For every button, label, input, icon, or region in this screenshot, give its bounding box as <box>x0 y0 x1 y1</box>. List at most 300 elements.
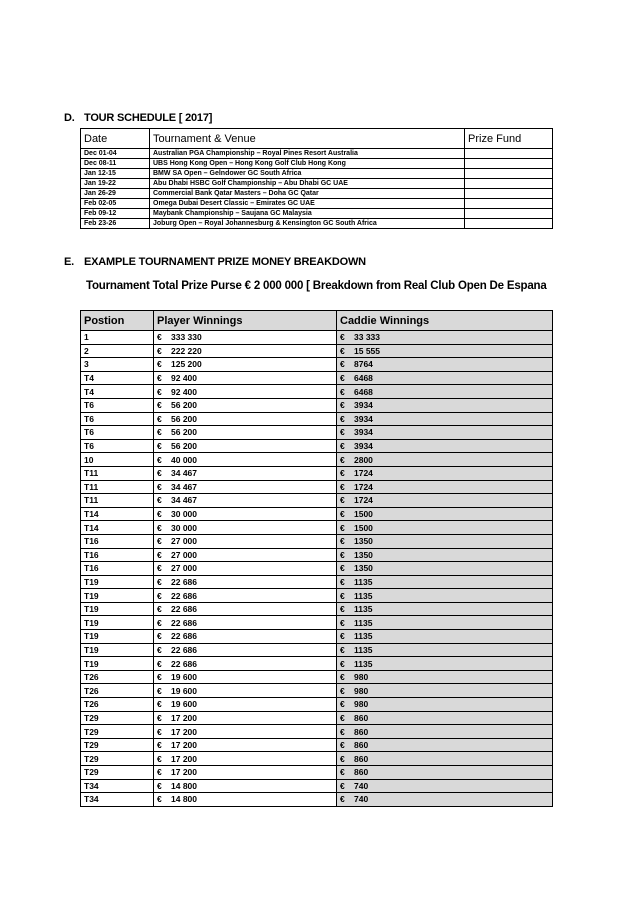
schedule-prize-fund-cell <box>465 199 553 209</box>
caddie-winnings-cell <box>337 766 553 780</box>
player-winnings-value: 34 467 <box>171 468 197 479</box>
schedule-header-row <box>81 129 553 149</box>
player-winnings-value: 27 000 <box>171 536 197 547</box>
schedule-tournament-cell: Abu Dhabi HSBC Golf Championship – Abu Dhabi GC UAE <box>150 179 465 189</box>
caddie-winnings-cell <box>337 480 553 494</box>
currency-symbol: € <box>157 373 162 384</box>
section-e-heading <box>64 256 366 268</box>
player-winnings-value: 92 400 <box>171 386 197 397</box>
position-cell: 3 <box>81 358 154 372</box>
currency-symbol: € <box>340 427 345 438</box>
caddie-winnings-cell <box>337 793 553 807</box>
player-winnings-cell <box>154 521 337 535</box>
player-winnings-cell <box>154 480 337 494</box>
currency-symbol: € <box>157 495 162 506</box>
prize-header-row <box>81 311 553 331</box>
position-cell: T4 <box>81 385 154 399</box>
position-cell: T6 <box>81 412 154 426</box>
prize-row <box>81 331 553 345</box>
caddie-winnings-value: 980 <box>354 685 369 696</box>
currency-symbol: € <box>157 753 162 764</box>
caddie-winnings-value: 8764 <box>354 359 373 370</box>
currency-symbol: € <box>157 644 162 655</box>
currency-symbol: € <box>340 359 345 370</box>
caddie-winnings-value: 1135 <box>354 604 373 615</box>
caddie-winnings-value: 1135 <box>354 658 373 669</box>
caddie-winnings-value: 3934 <box>354 441 373 452</box>
prize-row <box>81 534 553 548</box>
position-cell: T19 <box>81 589 154 603</box>
currency-symbol: € <box>157 712 162 723</box>
prize-header-caddie: Caddie Winnings <box>337 311 553 331</box>
caddie-winnings-cell <box>337 453 553 467</box>
position-cell: T6 <box>81 439 154 453</box>
schedule-prize-fund-cell <box>465 159 553 169</box>
prize-row <box>81 643 553 657</box>
schedule-header-prize-fund: Prize Fund <box>465 129 553 149</box>
caddie-winnings-cell <box>337 725 553 739</box>
caddie-winnings-value: 860 <box>354 726 369 737</box>
caddie-winnings-cell <box>337 331 553 345</box>
position-cell: 10 <box>81 453 154 467</box>
currency-symbol: € <box>340 563 345 574</box>
prize-row <box>81 575 553 589</box>
schedule-row <box>81 189 553 199</box>
player-winnings-cell <box>154 562 337 576</box>
currency-symbol: € <box>340 685 345 696</box>
player-winnings-value: 22 686 <box>171 590 197 601</box>
player-winnings-value: 22 686 <box>171 644 197 655</box>
player-winnings-cell <box>154 711 337 725</box>
currency-symbol: € <box>340 590 345 601</box>
currency-symbol: € <box>157 468 162 479</box>
schedule-row <box>81 219 553 229</box>
caddie-winnings-cell <box>337 562 553 576</box>
prize-header-player: Player Winnings <box>154 311 337 331</box>
caddie-winnings-value: 860 <box>354 712 369 723</box>
caddie-winnings-cell <box>337 466 553 480</box>
player-winnings-value: 333 330 <box>171 332 202 343</box>
position-cell: T34 <box>81 793 154 807</box>
player-winnings-value: 22 686 <box>171 576 197 587</box>
position-cell: T29 <box>81 738 154 752</box>
schedule-header-date: Date <box>81 129 150 149</box>
player-winnings-value: 19 600 <box>171 672 197 683</box>
caddie-winnings-cell <box>337 439 553 453</box>
schedule-tournament-cell: UBS Hong Kong Open – Hong Kong Golf Club Hong Kong <box>150 159 465 169</box>
player-winnings-cell <box>154 602 337 616</box>
prize-row <box>81 684 553 698</box>
currency-symbol: € <box>157 413 162 424</box>
caddie-winnings-cell <box>337 657 553 671</box>
position-cell: T29 <box>81 711 154 725</box>
currency-symbol: € <box>157 386 162 397</box>
prize-row <box>81 670 553 684</box>
player-winnings-cell <box>154 793 337 807</box>
player-winnings-cell <box>154 466 337 480</box>
player-winnings-cell <box>154 385 337 399</box>
caddie-winnings-value: 33 333 <box>354 332 380 343</box>
currency-symbol: € <box>157 481 162 492</box>
currency-symbol: € <box>340 509 345 520</box>
schedule-row <box>81 199 553 209</box>
position-cell: T11 <box>81 466 154 480</box>
player-winnings-value: 22 686 <box>171 631 197 642</box>
caddie-winnings-cell <box>337 738 553 752</box>
currency-symbol: € <box>157 522 162 533</box>
caddie-winnings-value: 1724 <box>354 481 373 492</box>
position-cell: T26 <box>81 670 154 684</box>
currency-symbol: € <box>157 740 162 751</box>
player-winnings-cell <box>154 779 337 793</box>
player-winnings-cell <box>154 344 337 358</box>
prize-row <box>81 725 553 739</box>
schedule-prize-fund-cell <box>465 149 553 159</box>
player-winnings-value: 56 200 <box>171 413 197 424</box>
caddie-winnings-cell <box>337 616 553 630</box>
currency-symbol: € <box>340 413 345 424</box>
currency-symbol: € <box>340 345 345 356</box>
caddie-winnings-cell <box>337 398 553 412</box>
prize-row <box>81 766 553 780</box>
prize-row <box>81 698 553 712</box>
position-cell: T4 <box>81 371 154 385</box>
position-cell: T19 <box>81 657 154 671</box>
caddie-winnings-value: 1724 <box>354 495 373 506</box>
caddie-winnings-cell <box>337 684 553 698</box>
currency-symbol: € <box>340 767 345 778</box>
section-e-title: EXAMPLE TOURNAMENT PRIZE MONEY BREAKDOWN <box>84 256 366 268</box>
player-winnings-cell <box>154 548 337 562</box>
player-winnings-value: 27 000 <box>171 563 197 574</box>
position-cell: T14 <box>81 521 154 535</box>
player-winnings-cell <box>154 426 337 440</box>
caddie-winnings-value: 1135 <box>354 576 373 587</box>
position-cell: 1 <box>81 331 154 345</box>
position-cell: T29 <box>81 725 154 739</box>
currency-symbol: € <box>340 549 345 560</box>
schedule-tournament-cell: Omega Dubai Desert Classic – Emirates GC UAE <box>150 199 465 209</box>
prize-row <box>81 344 553 358</box>
currency-symbol: € <box>340 726 345 737</box>
caddie-winnings-cell <box>337 643 553 657</box>
currency-symbol: € <box>157 726 162 737</box>
schedule-row <box>81 149 553 159</box>
caddie-winnings-cell <box>337 426 553 440</box>
player-winnings-cell <box>154 752 337 766</box>
prize-row <box>81 466 553 480</box>
caddie-winnings-value: 1724 <box>354 468 373 479</box>
position-cell: T14 <box>81 507 154 521</box>
currency-symbol: € <box>340 780 345 791</box>
player-winnings-cell <box>154 630 337 644</box>
prize-row <box>81 371 553 385</box>
prize-row <box>81 657 553 671</box>
caddie-winnings-cell <box>337 711 553 725</box>
caddie-winnings-cell <box>337 670 553 684</box>
prize-row <box>81 521 553 535</box>
caddie-winnings-cell <box>337 358 553 372</box>
player-winnings-value: 14 800 <box>171 794 197 805</box>
position-cell: T19 <box>81 643 154 657</box>
prize-row <box>81 398 553 412</box>
prize-header-position: Postion <box>81 311 154 331</box>
position-cell: T19 <box>81 602 154 616</box>
player-winnings-value: 19 600 <box>171 685 197 696</box>
player-winnings-value: 22 686 <box>171 617 197 628</box>
caddie-winnings-value: 1135 <box>354 617 373 628</box>
player-winnings-cell <box>154 698 337 712</box>
prize-row <box>81 738 553 752</box>
schedule-row <box>81 169 553 179</box>
currency-symbol: € <box>157 699 162 710</box>
schedule-date-cell: Feb 23-26 <box>81 219 150 229</box>
prize-row <box>81 439 553 453</box>
caddie-winnings-value: 2800 <box>354 454 373 465</box>
position-cell: T29 <box>81 752 154 766</box>
caddie-winnings-value: 15 555 <box>354 345 380 356</box>
currency-symbol: € <box>157 767 162 778</box>
schedule-tournament-cell: Australian PGA Championship – Royal Pines Resort Australia <box>150 149 465 159</box>
player-winnings-value: 34 467 <box>171 481 197 492</box>
caddie-winnings-cell <box>337 698 553 712</box>
currency-symbol: € <box>340 522 345 533</box>
schedule-header-tournament: Tournament & Venue <box>150 129 465 149</box>
position-cell: T19 <box>81 616 154 630</box>
currency-symbol: € <box>157 576 162 587</box>
currency-symbol: € <box>340 753 345 764</box>
currency-symbol: € <box>340 617 345 628</box>
currency-symbol: € <box>340 495 345 506</box>
currency-symbol: € <box>157 509 162 520</box>
position-cell: T6 <box>81 426 154 440</box>
player-winnings-cell <box>154 575 337 589</box>
player-winnings-cell <box>154 358 337 372</box>
caddie-winnings-value: 860 <box>354 767 369 778</box>
caddie-winnings-value: 1350 <box>354 549 373 560</box>
player-winnings-cell <box>154 507 337 521</box>
prize-row <box>81 630 553 644</box>
caddie-winnings-value: 1135 <box>354 631 373 642</box>
currency-symbol: € <box>340 631 345 642</box>
prize-row <box>81 453 553 467</box>
currency-symbol: € <box>157 359 162 370</box>
position-cell: T19 <box>81 630 154 644</box>
player-winnings-value: 40 000 <box>171 454 197 465</box>
caddie-winnings-value: 860 <box>354 740 369 751</box>
schedule-prize-fund-cell <box>465 189 553 199</box>
currency-symbol: € <box>157 780 162 791</box>
prize-row <box>81 412 553 426</box>
caddie-winnings-value: 1135 <box>354 644 373 655</box>
currency-symbol: € <box>340 658 345 669</box>
currency-symbol: € <box>157 536 162 547</box>
currency-symbol: € <box>157 794 162 805</box>
schedule-date-cell: Feb 02-05 <box>81 199 150 209</box>
currency-symbol: € <box>157 590 162 601</box>
player-winnings-value: 56 200 <box>171 441 197 452</box>
caddie-winnings-value: 1500 <box>354 522 373 533</box>
currency-symbol: € <box>157 617 162 628</box>
caddie-winnings-cell <box>337 589 553 603</box>
currency-symbol: € <box>340 536 345 547</box>
currency-symbol: € <box>157 332 162 343</box>
prize-purse-heading: Tournament Total Prize Purse € 2 000 000 [ Breakdown from Real Club Open De Espana <box>86 280 547 292</box>
prize-row <box>81 480 553 494</box>
schedule-tournament-cell: Joburg Open – Royal Johannesburg & Kensington GC South Africa <box>150 219 465 229</box>
player-winnings-cell <box>154 439 337 453</box>
caddie-winnings-cell <box>337 385 553 399</box>
player-winnings-value: 30 000 <box>171 522 197 533</box>
currency-symbol: € <box>340 672 345 683</box>
currency-symbol: € <box>340 441 345 452</box>
prize-row <box>81 426 553 440</box>
currency-symbol: € <box>340 699 345 710</box>
schedule-prize-fund-cell <box>465 169 553 179</box>
currency-symbol: € <box>340 712 345 723</box>
position-cell: T16 <box>81 548 154 562</box>
player-winnings-cell <box>154 616 337 630</box>
caddie-winnings-cell <box>337 371 553 385</box>
player-winnings-value: 30 000 <box>171 509 197 520</box>
caddie-winnings-value: 3934 <box>354 427 373 438</box>
schedule-date-cell: Dec 01-04 <box>81 149 150 159</box>
currency-symbol: € <box>340 386 345 397</box>
currency-symbol: € <box>340 373 345 384</box>
player-winnings-cell <box>154 494 337 508</box>
currency-symbol: € <box>157 563 162 574</box>
player-winnings-cell <box>154 453 337 467</box>
position-cell: T34 <box>81 779 154 793</box>
position-cell: T6 <box>81 398 154 412</box>
position-cell: 2 <box>81 344 154 358</box>
caddie-winnings-cell <box>337 507 553 521</box>
player-winnings-cell <box>154 670 337 684</box>
caddie-winnings-cell <box>337 534 553 548</box>
caddie-winnings-cell <box>337 412 553 426</box>
position-cell: T16 <box>81 534 154 548</box>
schedule-prize-fund-cell <box>465 179 553 189</box>
caddie-winnings-value: 980 <box>354 672 369 683</box>
player-winnings-value: 222 220 <box>171 345 202 356</box>
currency-symbol: € <box>157 441 162 452</box>
caddie-winnings-cell <box>337 602 553 616</box>
currency-symbol: € <box>157 345 162 356</box>
section-d-heading <box>64 112 212 124</box>
schedule-date-cell: Jan 12-15 <box>81 169 150 179</box>
position-cell: T26 <box>81 698 154 712</box>
schedule-tournament-cell: Maybank Championship – Saujana GC Malaysia <box>150 209 465 219</box>
caddie-winnings-value: 1500 <box>354 509 373 520</box>
caddie-winnings-value: 1350 <box>354 536 373 547</box>
prize-row <box>81 562 553 576</box>
prize-row <box>81 616 553 630</box>
currency-symbol: € <box>157 672 162 683</box>
player-winnings-value: 27 000 <box>171 549 197 560</box>
currency-symbol: € <box>340 332 345 343</box>
caddie-winnings-value: 3934 <box>354 400 373 411</box>
prize-breakdown-table <box>80 310 553 807</box>
currency-symbol: € <box>340 604 345 615</box>
position-cell: T11 <box>81 494 154 508</box>
caddie-winnings-cell <box>337 344 553 358</box>
caddie-winnings-value: 6468 <box>354 373 373 384</box>
player-winnings-cell <box>154 371 337 385</box>
caddie-winnings-value: 860 <box>354 753 369 764</box>
caddie-winnings-cell <box>337 494 553 508</box>
schedule-row <box>81 159 553 169</box>
player-winnings-cell <box>154 643 337 657</box>
schedule-date-cell: Jan 19-22 <box>81 179 150 189</box>
prize-row <box>81 358 553 372</box>
currency-symbol: € <box>340 400 345 411</box>
currency-symbol: € <box>340 576 345 587</box>
prize-row <box>81 507 553 521</box>
player-winnings-value: 22 686 <box>171 658 197 669</box>
currency-symbol: € <box>340 481 345 492</box>
player-winnings-value: 17 200 <box>171 726 197 737</box>
position-cell: T11 <box>81 480 154 494</box>
prize-row <box>81 779 553 793</box>
schedule-date-cell: Dec 08-11 <box>81 159 150 169</box>
player-winnings-cell <box>154 398 337 412</box>
currency-symbol: € <box>157 631 162 642</box>
section-d-number: D. <box>64 112 75 124</box>
prize-row <box>81 793 553 807</box>
caddie-winnings-cell <box>337 752 553 766</box>
schedule-date-cell: Jan 26-29 <box>81 189 150 199</box>
player-winnings-value: 17 200 <box>171 753 197 764</box>
player-winnings-cell <box>154 684 337 698</box>
currency-symbol: € <box>340 468 345 479</box>
player-winnings-value: 34 467 <box>171 495 197 506</box>
caddie-winnings-cell <box>337 779 553 793</box>
caddie-winnings-cell <box>337 521 553 535</box>
caddie-winnings-value: 1135 <box>354 590 373 601</box>
player-winnings-value: 56 200 <box>171 427 197 438</box>
player-winnings-cell <box>154 589 337 603</box>
position-cell: T19 <box>81 575 154 589</box>
position-cell: T29 <box>81 766 154 780</box>
caddie-winnings-cell <box>337 548 553 562</box>
caddie-winnings-value: 6468 <box>354 386 373 397</box>
prize-row <box>81 385 553 399</box>
position-cell: T26 <box>81 684 154 698</box>
player-winnings-value: 56 200 <box>171 400 197 411</box>
prize-row <box>81 589 553 603</box>
player-winnings-cell <box>154 725 337 739</box>
currency-symbol: € <box>157 685 162 696</box>
currency-symbol: € <box>157 658 162 669</box>
prize-row <box>81 494 553 508</box>
caddie-winnings-value: 980 <box>354 699 369 710</box>
currency-symbol: € <box>157 427 162 438</box>
player-winnings-cell <box>154 412 337 426</box>
caddie-winnings-value: 3934 <box>354 413 373 424</box>
player-winnings-value: 14 800 <box>171 780 197 791</box>
position-cell: T16 <box>81 562 154 576</box>
currency-symbol: € <box>157 604 162 615</box>
schedule-tournament-cell: BMW SA Open – Gelndower GC South Africa <box>150 169 465 179</box>
caddie-winnings-cell <box>337 630 553 644</box>
player-winnings-value: 17 200 <box>171 767 197 778</box>
player-winnings-cell <box>154 766 337 780</box>
player-winnings-value: 17 200 <box>171 712 197 723</box>
player-winnings-value: 17 200 <box>171 740 197 751</box>
player-winnings-cell <box>154 738 337 752</box>
player-winnings-cell <box>154 657 337 671</box>
currency-symbol: € <box>157 454 162 465</box>
